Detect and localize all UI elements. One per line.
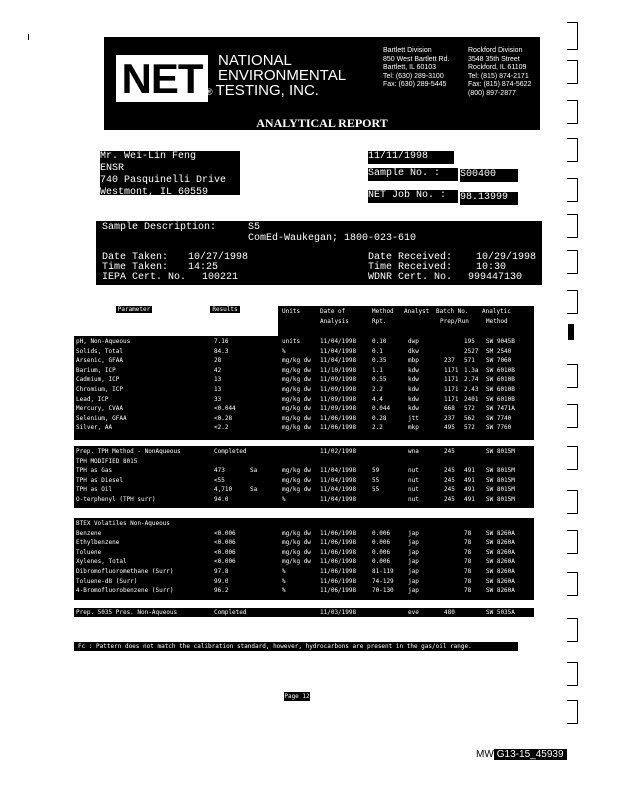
- edge-mark: [568, 324, 574, 340]
- cell-rpt: 74-129: [372, 577, 394, 585]
- edge-mark: [567, 700, 578, 724]
- cell-result: <0.044: [214, 405, 236, 413]
- cell-parameter: Selenium, GFAA: [76, 414, 127, 422]
- cell-rpt: 0.006: [372, 558, 391, 566]
- cell-prep: 245: [444, 496, 455, 503]
- cell-method: SW 8260A: [486, 558, 515, 566]
- report-date: 11/11/1998: [368, 151, 454, 164]
- cell-date: 11/04/1998: [320, 486, 357, 494]
- cell-rpt: 0.006: [372, 539, 391, 547]
- cell-analyst: nut: [408, 496, 419, 503]
- cell-date: 11/06/1998: [320, 539, 357, 547]
- sample-no-label: Sample No. :: [368, 168, 458, 181]
- cell-method: SW 7471A: [486, 405, 515, 413]
- table-row: [74, 414, 544, 424]
- cell-units: units: [282, 338, 301, 345]
- cell-date: 11/04/1998: [320, 347, 357, 355]
- cell-analyst: kdw: [408, 395, 419, 403]
- edge-mark: [567, 364, 578, 388]
- cell-parameter: Toluene: [76, 548, 102, 556]
- cell-analyst: nut: [408, 486, 419, 494]
- code-number: G13-15_45939: [494, 749, 567, 760]
- cell-units: mg/kg dw: [282, 376, 311, 384]
- cell-result: 33: [214, 395, 222, 403]
- edge-mark: [567, 490, 578, 514]
- cell-parameter: TPH as Diesel: [76, 476, 123, 484]
- cell-units: mg/kg dw: [282, 424, 311, 432]
- col-parameter: Parameter: [117, 306, 151, 313]
- col-results: Results: [210, 306, 240, 313]
- cell-method: SW 8015M: [486, 496, 515, 503]
- cell-parameter: Toluene-d8 (Surr): [76, 577, 138, 585]
- company-name: [206, 52, 347, 99]
- cell-method: SW 8260A: [486, 568, 515, 575]
- table-row: [74, 495, 544, 505]
- cell-rpt: 2.2: [372, 424, 383, 432]
- cell-parameter: Xylenes, Total: [76, 558, 127, 566]
- cell-units: mg/kg dw: [282, 486, 311, 494]
- cell-prep: 495: [444, 424, 455, 432]
- table-row: [74, 548, 544, 558]
- cell-method: SW 8260A: [486, 539, 515, 547]
- table-row: [74, 366, 544, 376]
- cell-result: 28: [214, 357, 222, 365]
- cell-units: mg/kg dw: [282, 529, 311, 537]
- cell-date: 11/04/1998: [320, 467, 357, 475]
- company-line-2: ENVIRONMENTAL: [218, 67, 347, 84]
- cell-analyst: kdw: [408, 405, 419, 413]
- cell-date: 11/06/1998: [320, 414, 357, 422]
- cell-date: 11/04/1998: [320, 496, 357, 503]
- col-batch: Batch No.: [436, 308, 469, 315]
- cell-run: 78: [464, 587, 472, 595]
- document-code: [476, 748, 567, 762]
- cell-units: %: [282, 347, 286, 355]
- sample-desc-label: Sample Description:: [102, 222, 217, 233]
- cell-result: <55: [214, 476, 225, 484]
- cell-analyst: nut: [408, 476, 419, 484]
- col-method: Method: [372, 308, 394, 315]
- cell-rpt: 81-119: [372, 568, 394, 575]
- cell-run: 571: [464, 357, 475, 365]
- edge-mark: [567, 178, 578, 202]
- sample-desc-line1: S5: [248, 222, 261, 233]
- cell-method: SW 8015M: [486, 448, 515, 455]
- cell-date: 11/06/1998: [320, 529, 357, 537]
- cell-method: SW 5035A: [486, 609, 515, 616]
- cell-parameter: pH, Non-Aqueous: [76, 338, 131, 345]
- cell-units: mg/kg dw: [282, 414, 311, 422]
- cell-parameter: Arsenic, GFAA: [76, 357, 123, 365]
- edge-mark: [567, 214, 578, 238]
- cell-rpt: 2.2: [372, 386, 383, 393]
- cell-parameter: Lead, ICP: [76, 395, 109, 403]
- col-analysis: Analysis: [320, 318, 349, 325]
- rockford-division: Rockford Division 3548 35th Street Rockford, IL 61109 Tel: (815) 874-2171 Fax: (815) 874-5622 (800) 897-2877: [468, 47, 532, 97]
- table-row: [74, 404, 544, 414]
- cell-parameter: Mercury, CVAA: [76, 405, 123, 413]
- edge-mark: [567, 22, 578, 50]
- cell-prep: 1171: [444, 386, 459, 393]
- cell-units: mg/kg dw: [282, 539, 311, 547]
- cell-parameter: O-terphenyl (TPH surr): [76, 496, 156, 503]
- cell-prep: 245: [444, 448, 455, 455]
- cell-date: 11/04/1998: [320, 357, 357, 365]
- date-received: 10/29/1998: [476, 252, 537, 263]
- cell-units: %: [282, 577, 286, 585]
- cell-rpt: 70-130: [372, 587, 394, 595]
- edge-mark: [567, 138, 578, 162]
- cell-rpt: 59: [372, 467, 380, 475]
- cell-units: mg/kg dw: [282, 395, 311, 403]
- page-number: Page 12: [284, 693, 310, 700]
- cell-units: mg/kg dw: [282, 386, 311, 393]
- cell-date: 11/06/1998: [320, 424, 357, 432]
- cell-date: 11/06/1998: [320, 577, 357, 585]
- table-row: [74, 519, 544, 529]
- cell-analyst: jap: [408, 529, 419, 537]
- company-line-3: ® TESTING, INC.: [206, 82, 319, 99]
- sample-description-box: Sample Description: S5 ComEd-Waukegan; 1800-023-610 Date Taken: 10/27/1998 Time Taken: 14:25 IEPA Cert. No. 100221 Date Received: 10/29/1998 Time Received: 10:30 WDNR Cert. No. 999447130: [96, 221, 542, 285]
- net-job-label: NET Job No. :: [368, 190, 458, 203]
- cell-parameter: Dibromofluoromethane (Surr): [76, 568, 174, 575]
- cell-rpt: 4.4: [372, 395, 383, 403]
- report-title: ANALYTICAL REPORT: [104, 117, 540, 130]
- cell-run: 78: [464, 548, 472, 556]
- cell-units: mg/kg dw: [282, 357, 311, 365]
- edge-mark: [567, 404, 578, 428]
- cell-method: SW 8260A: [486, 548, 515, 556]
- cell-date: 11/06/1998: [320, 548, 357, 556]
- cell-parameter: Benzene: [76, 529, 102, 537]
- table-row: [74, 557, 544, 567]
- cell-date: 11/06/1998: [320, 558, 357, 566]
- col-date-of: Date of: [320, 308, 346, 315]
- time-taken: 14:25: [188, 262, 219, 273]
- table-row: [74, 586, 544, 596]
- cell-analyst: nut: [408, 467, 419, 475]
- cell-prep: 480: [444, 609, 455, 616]
- wdnr-cert: 999447130: [468, 272, 523, 283]
- cell-run: 2401: [464, 395, 479, 403]
- cell-run: 491: [464, 486, 475, 494]
- table-row: [74, 485, 544, 495]
- cell-run: 1.3a: [464, 366, 479, 374]
- cell-units: %: [282, 496, 286, 503]
- table-row: [74, 395, 544, 405]
- cell-date: 11/04/1998: [320, 338, 357, 345]
- cell-run: 491: [464, 476, 475, 484]
- edge-mark: [567, 446, 578, 470]
- cell-rpt: 55: [372, 486, 380, 494]
- cell-run: 2.74: [464, 376, 479, 384]
- cell-parameter: TPH MODIFIED 8015: [76, 457, 138, 465]
- cell-parameter: TPH as Gas: [76, 467, 113, 475]
- col-analytic: Analytic: [482, 308, 511, 315]
- cell-prep: 237: [444, 414, 455, 422]
- cell-units: mg/kg dw: [282, 405, 311, 413]
- cell-run: 572: [464, 405, 475, 413]
- col-analyst: Analyst: [404, 308, 430, 315]
- sample-no-value: S00400: [460, 169, 518, 182]
- cell-prep: 237: [444, 357, 455, 365]
- table-row: [74, 608, 544, 618]
- cell-rpt: 0.006: [372, 529, 391, 537]
- cell-parameter: Silver, AA: [76, 424, 113, 432]
- cell-parameter: Prep. 5035 Pres. Non-Aqueous: [76, 609, 178, 616]
- cell-date: 11/03/1998: [320, 609, 357, 616]
- table-row: [74, 447, 544, 457]
- cell-flag: Sa: [250, 486, 258, 494]
- cell-date: 11/02/1998: [320, 448, 357, 455]
- cell-parameter: 4-Bromofluorobenzene (Surr): [76, 587, 174, 595]
- cell-parameter: Chromium, ICP: [76, 386, 123, 393]
- cell-rpt: 0.55: [372, 376, 387, 384]
- cell-analyst: kdw: [408, 386, 419, 393]
- cell-method: SW 8260A: [486, 577, 515, 585]
- cell-run: 78: [464, 558, 472, 566]
- date-taken: 10/27/1998: [188, 252, 249, 263]
- col-prep-run: Prep/Run: [440, 318, 469, 325]
- cell-method: SW 6010B: [486, 366, 515, 374]
- cell-prep: 1171: [444, 395, 459, 403]
- cell-rpt: 0.10: [372, 338, 387, 345]
- table-row: [74, 385, 544, 395]
- cell-method: SW 9045B: [486, 338, 515, 345]
- cell-rpt: 55: [372, 476, 380, 484]
- cell-analyst: jtt: [408, 414, 419, 422]
- cell-rpt: 1.1: [372, 366, 383, 374]
- cell-units: mg/kg dw: [282, 548, 311, 556]
- table-row: [74, 356, 544, 366]
- cell-analyst: jap: [408, 587, 419, 595]
- cell-rpt: 0.1: [372, 347, 383, 355]
- cell-flag: Sa: [250, 467, 258, 475]
- cell-method: SW 8015M: [486, 486, 515, 494]
- cell-method: SW 8260A: [486, 529, 515, 537]
- cell-result: <0.006: [214, 529, 236, 537]
- cell-prep: 245: [444, 476, 455, 484]
- cell-analyst: mkp: [408, 424, 419, 432]
- cell-date: 11/06/1998: [320, 568, 357, 575]
- cell-date: 11/09/1998: [320, 395, 357, 403]
- cell-method: SW 6010B: [486, 376, 515, 384]
- cell-run: 78: [464, 529, 472, 537]
- cell-prep: 1171: [444, 366, 459, 374]
- cell-run: 78: [464, 568, 472, 575]
- cell-units: mg/kg dw: [282, 366, 311, 374]
- col-units: Units: [282, 308, 301, 315]
- cell-result: <2.2: [214, 424, 229, 432]
- cell-run: 78: [464, 539, 472, 547]
- cell-result: <0.28: [214, 414, 233, 422]
- cell-result: 96.2: [214, 587, 229, 595]
- cell-method: SM 2540: [486, 347, 512, 355]
- cell-date: 11/04/1998: [320, 476, 357, 484]
- edge-mark: [567, 60, 578, 84]
- cell-method: SW 8015M: [486, 467, 515, 475]
- table-row: [74, 577, 544, 587]
- cell-date: 11/09/1998: [320, 405, 357, 413]
- cell-method: SW 8015M: [486, 476, 515, 484]
- cell-parameter: Cadmium, ICP: [76, 376, 120, 384]
- cell-parameter: Solids, Total: [76, 347, 123, 355]
- col-rpt: Rpt.: [372, 318, 387, 325]
- table-row: [74, 538, 544, 548]
- cell-units: mg/kg dw: [282, 467, 311, 475]
- sample-desc-line2: ComEd-Waukegan; 1800-023-610: [248, 233, 417, 244]
- cell-parameter: Barium, ICP: [76, 366, 116, 374]
- cell-date: 11/09/1998: [320, 376, 357, 384]
- cell-run: 572: [464, 424, 475, 432]
- cell-units: mg/kg dw: [282, 558, 311, 566]
- cell-analyst: kdw: [408, 366, 419, 374]
- cell-rpt: 0.006: [372, 548, 391, 556]
- cell-analyst: kdw: [408, 376, 419, 384]
- edge-mark: [567, 250, 578, 274]
- bartlett-division: Bartlett Division 850 West Bartlett Rd. Bartlett, IL 60103 Tel: (630) 289-3100 Fax: (630) 289-5445: [383, 47, 450, 88]
- cell-result: 94.0: [214, 496, 229, 503]
- cell-result: <0.006: [214, 539, 236, 547]
- cell-units: mg/kg dw: [282, 476, 311, 484]
- cell-date: 11/06/1998: [320, 587, 357, 595]
- cell-result: Completed: [214, 448, 247, 455]
- edge-mark: [567, 530, 578, 554]
- cell-run: 2527: [464, 347, 479, 355]
- cell-method: SW 7060: [486, 357, 512, 365]
- cell-run: 78: [464, 577, 472, 585]
- cell-result: Completed: [214, 609, 247, 616]
- cell-result: 4,710: [214, 486, 233, 494]
- cell-date: 11/10/1998: [320, 366, 357, 374]
- net-logo: NET: [116, 55, 208, 102]
- edge-mark: [567, 662, 578, 686]
- cell-run: 195: [464, 338, 475, 345]
- cell-analyst: jap: [408, 558, 419, 566]
- cell-run: 562: [464, 414, 475, 422]
- edge-mark: [567, 618, 578, 642]
- iepa-cert: 100221: [202, 272, 239, 283]
- cell-run: 491: [464, 496, 475, 503]
- table-row: [74, 529, 544, 539]
- cell-prep: 1171: [444, 376, 459, 384]
- cell-result: 84.3: [214, 347, 229, 355]
- cell-analyst: jap: [408, 568, 419, 575]
- table-row: [74, 466, 544, 476]
- cell-result: 13: [214, 386, 222, 393]
- edge-mark: [567, 100, 578, 124]
- cell-analyst: dwp: [408, 338, 419, 345]
- net-job-value: 98.13999: [460, 192, 518, 205]
- table-row: [74, 457, 544, 467]
- cell-rpt: 0.28: [372, 414, 387, 422]
- edge-mark: [567, 572, 578, 596]
- cell-result: 42: [214, 366, 222, 374]
- cell-method: SW 6010B: [486, 395, 515, 403]
- cell-units: %: [282, 568, 286, 575]
- cell-analyst: eve: [408, 609, 419, 616]
- table-row: [74, 476, 544, 486]
- cell-parameter: Ethylbenzene: [76, 539, 120, 547]
- registered-mark: ®: [206, 87, 213, 97]
- cell-result: 7.16: [214, 338, 229, 345]
- cell-analyst: jap: [408, 539, 419, 547]
- cell-parameter: BTEX Volatiles Non-Aqueous: [76, 520, 170, 527]
- company-line-1: NATIONAL: [218, 52, 292, 69]
- cell-rpt: 0.35: [372, 357, 387, 365]
- cell-result: 13: [214, 376, 222, 384]
- cell-result: 473: [214, 467, 225, 475]
- cell-units: %: [282, 587, 286, 595]
- cell-rpt: 0.044: [372, 405, 391, 413]
- cell-prep: 245: [444, 486, 455, 494]
- cell-method: SW 7760: [486, 424, 512, 432]
- table-row: [74, 423, 544, 433]
- cell-run: 2.43: [464, 386, 479, 393]
- table-row: [74, 375, 544, 385]
- col-method2: Method: [486, 318, 508, 325]
- cell-result: <0.006: [214, 558, 236, 566]
- cell-date: 11/09/1998: [320, 386, 357, 393]
- cell-analyst: mbp: [408, 357, 419, 365]
- cell-parameter: TPH as Oil: [76, 486, 113, 494]
- cell-prep: 668: [444, 405, 455, 413]
- cell-method: SW 8260A: [486, 587, 515, 595]
- cell-parameter: Prep. TPH Method - NonAqueous: [76, 448, 181, 455]
- cell-prep: 245: [444, 467, 455, 475]
- cell-result: 99.0: [214, 577, 229, 585]
- client-address: Mr. Wei-Lin Feng ENSR 740 Pasquinelli Drive Westmont, IL 60559: [100, 151, 240, 195]
- cell-method: SW 7740: [486, 414, 512, 422]
- cell-analyst: dkw: [408, 347, 419, 355]
- table-row: [74, 567, 544, 577]
- footnote: Fc : Pattern does not match the calibration standard, however, hydrocarbons are present in the gas/oil range.: [74, 642, 518, 651]
- cell-method: SW 6010B: [486, 386, 515, 393]
- table-row: [74, 347, 544, 357]
- cell-result: <0.006: [214, 548, 236, 556]
- cell-analyst: wna: [408, 448, 419, 455]
- edge-mark: [567, 290, 578, 314]
- cell-analyst: jap: [408, 577, 419, 585]
- cell-analyst: jap: [408, 548, 419, 556]
- time-received: 10:30: [476, 262, 507, 273]
- cell-result: 97.8: [214, 568, 229, 575]
- scan-dot: [28, 34, 29, 40]
- table-row: [74, 337, 544, 347]
- code-prefix: MW: [476, 749, 494, 760]
- cell-run: 491: [464, 467, 475, 475]
